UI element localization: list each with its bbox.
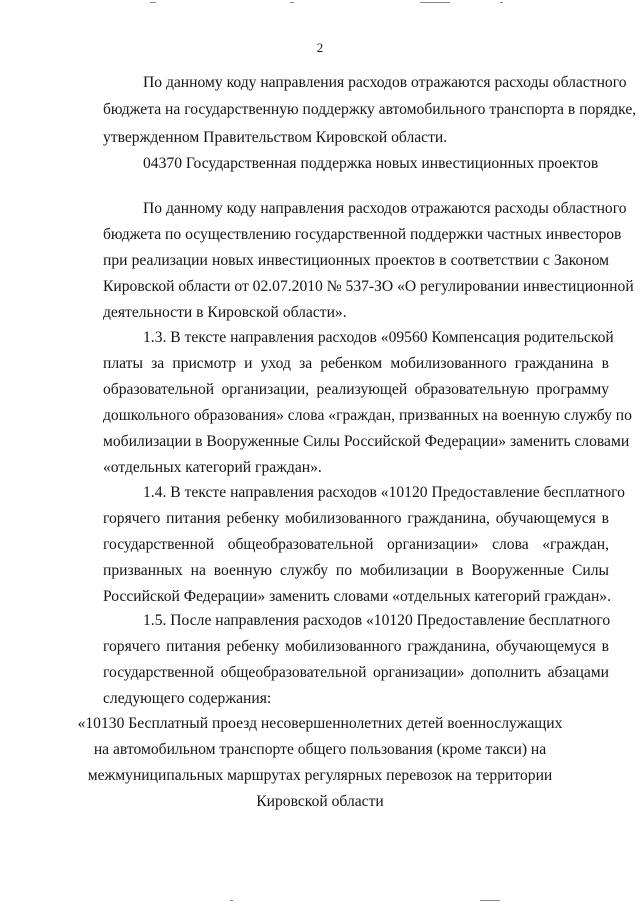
paragraph-line: 1.3. В тексте направления расходов «09560 Компенсация родительской	[143, 329, 614, 346]
title-line: на автомобильном транспорте общего пользования (кроме такси) на	[93, 741, 547, 758]
paragraph-line: 1.4. В тексте направления расходов «10120 Предоставление бесплатного	[143, 484, 625, 501]
paragraph-line: дошкольного образования» слова «граждан, призванных на военную службу по	[103, 407, 632, 424]
heading-line: 04370 Государственная поддержка новых инвестиционных проектов	[143, 155, 599, 172]
scan-artifact-top	[290, 2, 294, 3]
paragraph-line: 1.5. После направления расходов «10120 Предоставление бесплатного	[143, 612, 611, 629]
paragraph-line: горячего питания ребенку мобилизованного гражданина, обучающемуся в	[103, 638, 609, 655]
scan-artifact-top	[420, 2, 450, 3]
paragraph-line: призванных на военную службу по мобилизации в Вооруженные Силы	[103, 562, 609, 579]
paragraph-line: бюджета на государственную поддержку автомобильного транспорта в порядке,	[103, 101, 637, 118]
paragraph-line: горячего питания ребенку мобилизованного гражданина, обучающемуся в	[103, 510, 609, 527]
paragraph-line: следующего содержания:	[103, 690, 272, 707]
title-line: Кировской области	[256, 793, 384, 810]
paragraph-line: при реализации новых инвестиционных проектов в соответствии с Законом	[103, 252, 609, 269]
paragraph-line: Кировской области от 02.07.2010 № 537-ЗО «О регулировании инвестиционной	[103, 278, 634, 295]
paragraph-line: образовательной организации, реализующей образовательную программу	[103, 381, 609, 398]
paragraph-line: государственной общеобразовательной организации» дополнить абзацами	[103, 664, 609, 681]
title-line: межмуниципальных маршрутах регулярных перевозок на территории	[87, 767, 553, 784]
paragraph-line: бюджета по осуществлению государственной поддержки частных инвесторов	[103, 226, 622, 243]
paragraph-line: утвержденном Правительством Кировской области.	[103, 129, 448, 146]
scan-artifact-top	[150, 2, 156, 3]
title-line: «10130 Бесплатный проезд несовершеннолетних детей военнослужащих	[77, 715, 563, 732]
paragraph-line: Российской Федерации» заменить словами «отдельных категорий граждан».	[103, 588, 611, 605]
paragraph-line: По данному коду направления расходов отражаются расходы областного	[143, 200, 627, 217]
paragraph-line: платы за присмотр и уход за ребенком мобилизованного гражданина в	[103, 355, 609, 372]
page-number: 2	[316, 40, 324, 55]
scan-artifact-bottom	[230, 900, 233, 901]
scan-artifact-bottom	[480, 900, 500, 901]
paragraph-line: По данному коду направления расходов отражаются расходы областного	[143, 74, 627, 91]
paragraph-line: мобилизации в Вооруженные Силы Российской Федерации» заменить словами	[103, 433, 630, 450]
scan-artifact-top	[500, 2, 503, 3]
paragraph-line: деятельности в Кировской области».	[103, 304, 347, 321]
paragraph-line: «отдельных категорий граждан».	[103, 459, 322, 476]
paragraph-line: государственной общеобразовательной организации» слова «граждан,	[103, 536, 609, 553]
